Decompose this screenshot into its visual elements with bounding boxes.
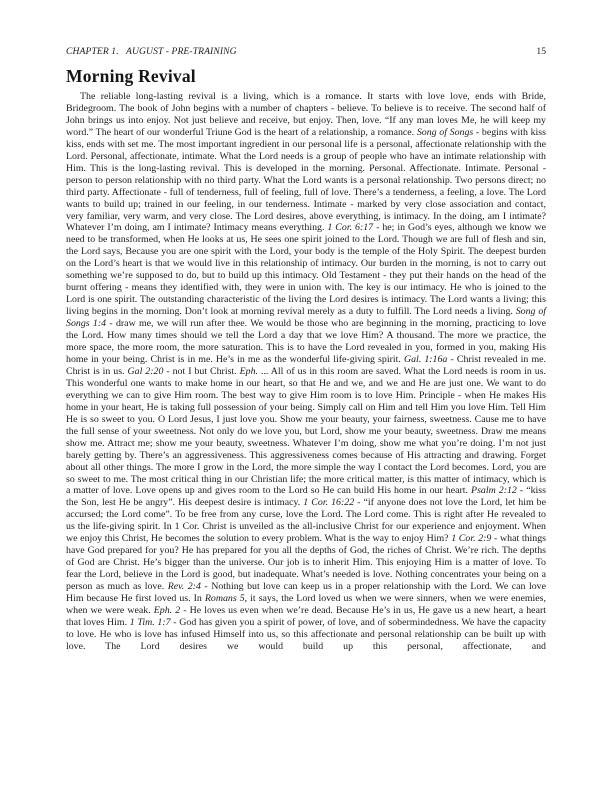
scripture-reference: 1 Cor. 2:9 (451, 533, 492, 545)
text-run: , it says, the Lord loved us when we were sinners, when we were enemies, when we were weak. (66, 593, 546, 616)
running-header (66, 46, 546, 57)
scripture-reference: 1 Tim. 1:7 (129, 616, 171, 628)
scripture-reference: 1 Cor. 16:22 (303, 497, 355, 509)
text-run: ... All of us in this room are saved. What the Lord needs is room in us. This wonderful one wants to make home in our heart, so that He and we, and we and He are just one. We want to do everything we can to give Him room. The best way to give Him room is to love Him. Principle - when He makes His home in your heart, He is taking full possession of your being. Simply call on Him and tell Him you love Him. Tell Him He is so sweet to you. O Lord Jesus, I just love you. Show me your beauty, your fairness, sweetness. Cause me to have the full sense of your sweetness. Not only do we love you, but Lord, show me your beauty, sweetness. Draw me means show me. Attract me; show me your beauty, sweetness. Whatever I’m doing, show me what you’re doing. I’m not just barely getting by. There’s an aggressiveness. This aggressiveness comes because of His attracting and drawing. Forget about all other things. The more I grow in the Lord, the more simple the way I contact the Lord becomes. Lord, you are so sweet to me. The most critical thing in our Christian life; the more critical matter, is this matter of intimacy, which is a matter of love. Love opens up and gives room to the Lord so He can build His home in our heart. (66, 365, 546, 497)
text-run: - “if anyone does not love the Lord, let him be accursed; the Lord come”. To be free from any curse, love the Lord. The Lord come. This is right after He revealed to us the life-giving spirit. In 1 Cor. Christ is unveiled as the all-inclusive Christ for our experience and enjoyment. When we enjoy this Christ, He becomes the solution to every problem. What is the way to enjoy Him? (66, 497, 547, 545)
scripture-reference: Psalm 2:12 (471, 485, 517, 497)
scripture-reference: Eph. (239, 365, 259, 377)
scripture-reference: Song of Songs (416, 126, 474, 138)
page-number: 15 (536, 46, 546, 57)
scripture-reference: Romans 5 (204, 593, 245, 605)
text-run: - Nothing but love can keep us in a proper relationship with the Lord. We can love Him because He first loved us. In (66, 581, 546, 605)
text-run: - begins with kiss kiss, ends with set me. The most important ingredient in our personal life is a personal, affectionate relationship with the Lord. Personal, affectionate, intimate. What the Lord needs is a group of people who have an intimate relationship with Him. This is the long-lasting revival. This is developed in the morning. Personal. Affectionate. Intimate. Personal - person to person relationship with no third party. What the Lord wants is a personal relationship. Two persons direct; no third party. Affectionate - full of tenderness, full of feeling, full of love. There’s a tenderness, a feeling, a love. The Lord wants to build up; trained in our feeling, in our tenderness. Intimate - marked by very close association and contact, very familiar, very warm, and very close. The Lord desires, above everything, is intimacy. In the doing, am I intimate? Whatever I’m doing, am I intimate? Intimacy means everything. (66, 126, 546, 234)
scripture-reference: 1 Cor. 6:17 (327, 222, 374, 234)
text-run: - what things have God prepared for you? He has prepared for you all the depths of God, the riches of Christ. We’re rich. The depths of God are Christ. He’s bigger than the universe. Our job is to inherit Him. This enjoying Him is a matter of love. To fear the Lord, believe in the Lord is good, but inadequate. What’s needed is love. Nothing concentrates your being on a person as much as love. (66, 533, 547, 593)
text-run: The reliable long-lasting revival is a living, which is a romance. It starts with love love, ends with Bride, Bridegroom. The book of John begins with a number of chapters - believe. To believe is to receive. The second half of John brings us into enjoy. Not just believe and receive, but enjoy. Then, love. “If any man loves Me, he will keep my word.” The heart of our wonderful Triune God is the heart of a relationship, a romance. (66, 91, 546, 138)
text-run: - not I but Christ. (163, 365, 240, 377)
chapter-header-label: CHAPTER 1. AUGUST - PRE-TRAINING (66, 46, 237, 57)
scripture-reference: Gal. 1:16a (403, 353, 448, 365)
body-paragraph (66, 91, 546, 653)
scripture-reference: Song of Songs 1:4 (66, 306, 546, 330)
text-run: - he; in God’s eyes, although we know we need to be transformed, when He looks at us, He sees one spirit joined to the Lord. Though we are full of flesh and sin, the Lord says, Because you are one spirit with the Lord, your body is the temple of the Holy Spirit. The deepest burden on the Lord’s heart is that we would live in this relationship of intimacy. Our burden in the morning, is not to carry out something we’re supposed to do, but to build up this intimacy. Old Testament - they put their hands on the head of the burnt offering - means they identified with, they were in union with. The key is our intimacy. He who is joined to the Lord is one spirit. The outstanding characteristic of the living the Lord desires is intimacy. The Lord wants a living; this living begins in the morning. Don’t look at morning revival merely as a duty to fulfill. The Lord needs a living. (66, 222, 546, 318)
text-run: - He loves us even when we’re dead. Because He’s in us, He gave us a new heart, a heart that loves Him. (66, 604, 546, 628)
text-run: - God has given you a spirit of power, of love, and of sobermindedness. We have the capacity to love. He who is love has infused Himself into us, so this affectionate and personal relationship can be built up with love. The Lord desires we would build up this personal, affectionate, and (66, 616, 547, 652)
text-run: - draw me, we will run after thee. We would be those who are beginning in the morning, practicing to love the Lord. How many times should we tell the Lord a day that we love Him? A thousand. The more we practice, the more space, the more room, the more saturation. This is to have the Lord revealed in you, formed in you, making His home in your being. Christ is in me. He’s in me as the wonderful life-giving spirit. (66, 318, 546, 365)
scripture-reference: Gal 2:20 (127, 365, 164, 377)
text-run: - “kiss the Son, lest He be angry”. His deepest desire is intimacy. (66, 485, 546, 509)
page-title: Morning Revival (66, 66, 196, 86)
text-run: - Christ revealed in me. Christ is in us. (66, 353, 546, 377)
scripture-reference: Eph. 2 (153, 604, 181, 616)
scripture-reference: Rev. 2:4 (167, 581, 201, 593)
